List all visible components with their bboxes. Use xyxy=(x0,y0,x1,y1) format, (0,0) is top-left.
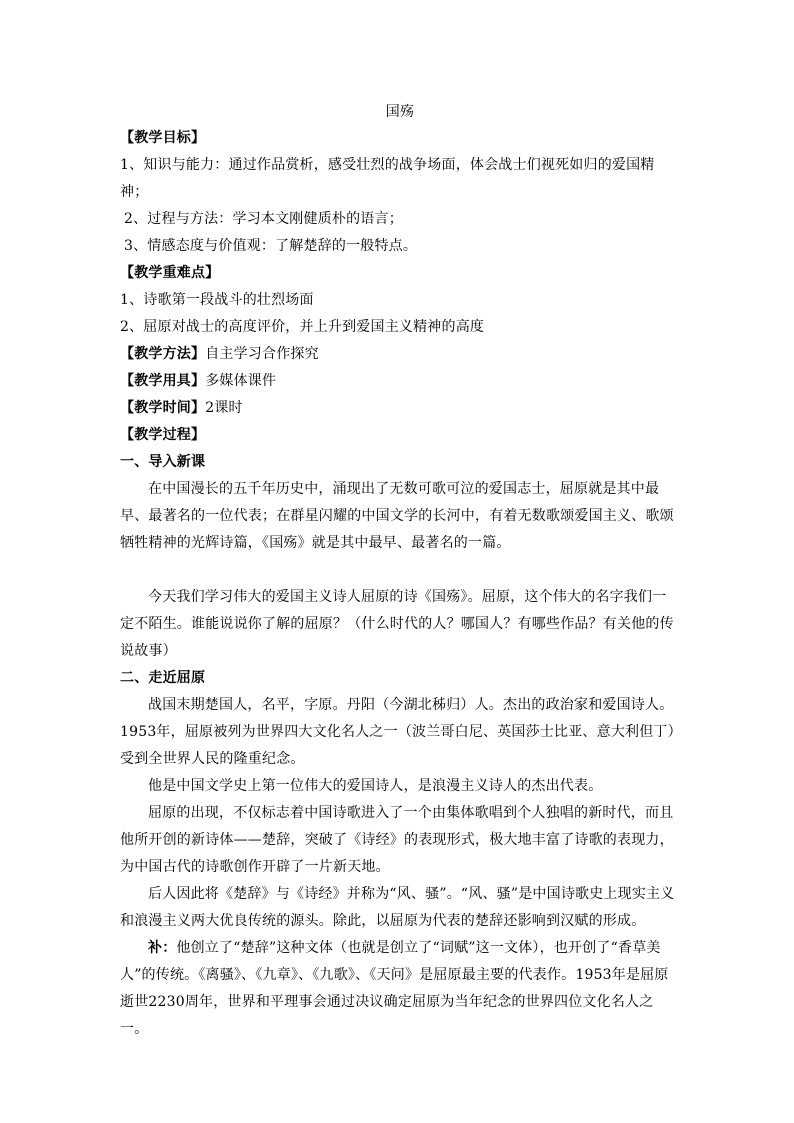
process-heading: 【教学过程】 xyxy=(120,427,206,443)
section2-paragraph-1: 战国末期楚国人，名平，字原。丹阳（今湖北秭归）人。杰出的政治家和爱国诗人。1953年，屈原被列为世界四大文化名人之一（波兰哥白尼、英国莎士比亚、意大利但丁）受到全世界人民的隆重纪念。 xyxy=(120,697,675,767)
method-heading: 【教学方法】 xyxy=(120,346,206,362)
goals-heading: 【教学目标】 xyxy=(120,130,206,146)
tools-line xyxy=(120,368,680,395)
goal-item-1: 1、知识与能力：通过作品赏析，感受壮烈的战争场面，体会战士们视死如归的爱国精神； xyxy=(120,157,655,200)
tools-heading: 【教学用具】 xyxy=(120,373,206,389)
section1-paragraph-2: 今天我们学习伟大的爱国主义诗人屈原的诗《国殇》。屈原，这个伟大的名字我们一定不陌生。谁能说说你了解的屈原？（什么时代的人？哪国人？有哪些作品？有关他的传说故事） xyxy=(120,589,674,659)
goal-item-2: 2、过程与方法：学习本文刚健质朴的语言； xyxy=(124,211,403,227)
section2-paragraph-4: 后人因此将《楚辞》与《诗经》并称为“风、骚”。“风、骚”是中国诗歌史上现实主义和浪漫主义两大优良传统的源头。除此，以屈原为代表的楚辞还影响到汉赋的形成。 xyxy=(120,886,675,929)
supplement-label: 补： xyxy=(148,940,177,956)
supplement-text: 他创立了“楚辞”这种文体（也就是创立了“词赋”这一文体），也开创了“香草美人”的传统。《离骚》、《九章》、《九歌》、《天问》是屈原最主要的代表作。1953年是屈原逝世2230周年，世界和平理事会通过决议确定屈原为当年纪念的世界四位文化名人之一。 xyxy=(120,940,669,1037)
key-points-heading: 【教学重难点】 xyxy=(120,265,220,281)
goal-item-3: 3、情感态度与价值观：了解楚辞的一般特点。 xyxy=(124,238,418,254)
section1-heading: 一、导入新课 xyxy=(120,454,206,470)
document-title: 国殇 xyxy=(385,104,415,120)
time-line xyxy=(120,395,680,422)
key-point-2: 2、屈原对战士的高度评价，并上升到爱国主义精神的高度 xyxy=(120,319,485,335)
time-value: 2课时 xyxy=(205,400,243,416)
section2-heading: 二、走近屈原 xyxy=(120,670,206,686)
section2-paragraph-3: 屈原的出现，不仅标志着中国诗歌进入了一个由集体歌唱到个人独唱的新时代，而且他所开创的新诗体——楚辞，突破了《诗经》的表现形式，极大地丰富了诗歌的表现力，为中国古代的诗歌创作开辟了一片新天地。 xyxy=(120,805,674,875)
section1-paragraph-1: 在中国漫长的五千年历史中，涌现出了无数可歌可泣的爱国志士，屈原就是其中最早、最著名的一位代表；在群星闪耀的中国文学的长河中，有着无数歌颂爱国主义、歌颂牺牲精神的光辉诗篇，《国殇》就是其中最早、最著名的一篇。 xyxy=(120,481,674,551)
time-heading: 【教学时间】 xyxy=(120,400,206,416)
document-body xyxy=(120,100,680,1043)
method-line xyxy=(120,341,680,368)
paragraph-spacer xyxy=(120,557,680,584)
method-value: 自主学习合作探究 xyxy=(205,346,319,362)
key-point-1: 1、诗歌第一段战斗的壮烈场面 xyxy=(120,292,314,308)
section2-paragraph-2: 他是中国文学史上第一位伟大的爱国诗人，是浪漫主义诗人的杰出代表。 xyxy=(148,778,603,794)
tools-value: 多媒体课件 xyxy=(205,373,277,389)
supplement-paragraph xyxy=(120,935,680,1043)
